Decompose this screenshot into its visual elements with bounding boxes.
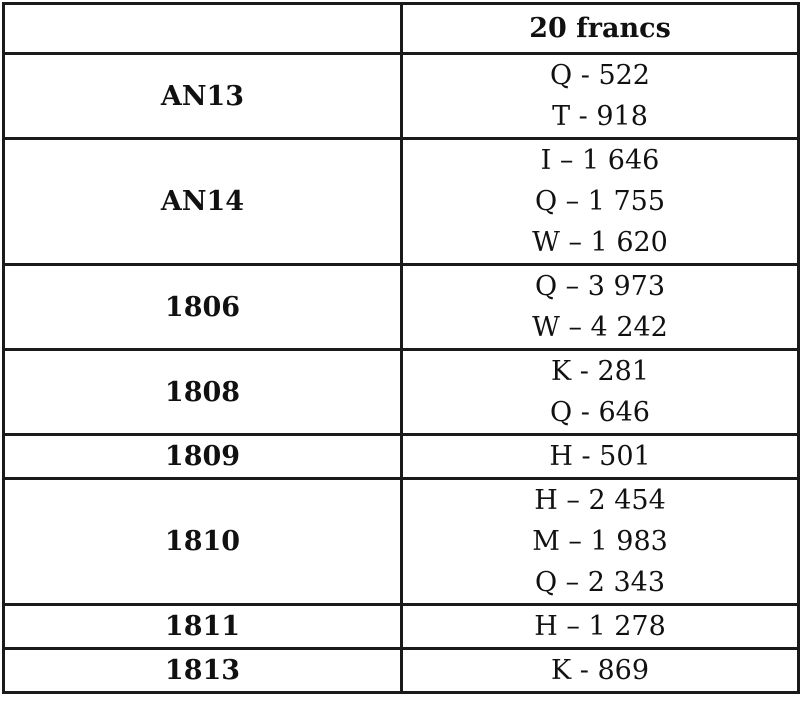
- header-row: [4, 4, 799, 54]
- mintage-cell: [402, 139, 799, 265]
- year-cell: 1810: [4, 479, 402, 605]
- table-row: [4, 649, 799, 693]
- mint-mark-count: Q – 1 755: [534, 186, 666, 217]
- mintage-cell: [402, 605, 799, 649]
- mint-mark-count: H – 1 278: [534, 611, 666, 642]
- mint-mark-count: Q - 646: [550, 397, 650, 428]
- header-value-cell: 20 francs: [402, 4, 799, 54]
- year-cell: 1813: [4, 649, 402, 693]
- mint-mark-count: T - 918: [552, 101, 648, 132]
- year-cell: 1806: [4, 265, 402, 350]
- year-cell: 1811: [4, 605, 402, 649]
- mint-mark-count: H – 2 454: [534, 485, 666, 516]
- mint-mark-count: Q – 2 343: [534, 567, 666, 598]
- mintage-cell: [402, 649, 799, 693]
- table-row: [4, 605, 799, 649]
- mintage-cell: [402, 479, 799, 605]
- table-row: [4, 435, 799, 479]
- mint-mark-count: K - 869: [551, 655, 649, 686]
- mintage-cell: [402, 435, 799, 479]
- year-cell: 1808: [4, 350, 402, 435]
- mintage-cell: [402, 350, 799, 435]
- mint-mark-count: Q – 3 973: [534, 271, 666, 302]
- table-row: [4, 139, 799, 265]
- mint-mark-count: W – 4 242: [532, 312, 668, 343]
- table-row: [4, 479, 799, 605]
- mintage-cell: [402, 265, 799, 350]
- table-row: [4, 54, 799, 139]
- mint-mark-count: W – 1 620: [532, 227, 668, 258]
- mint-mark-count: I – 1 646: [540, 145, 660, 176]
- table-row: [4, 265, 799, 350]
- mintage-cell: [402, 54, 799, 139]
- mint-mark-count: H - 501: [549, 441, 651, 472]
- year-cell: AN14: [4, 139, 402, 265]
- mint-mark-count: Q - 522: [550, 60, 650, 91]
- table-body: [4, 54, 799, 693]
- mint-mark-count: K - 281: [551, 356, 649, 387]
- header-year-cell: [4, 4, 402, 54]
- year-cell: 1809: [4, 435, 402, 479]
- table-row: [4, 350, 799, 435]
- mintage-table: [2, 2, 800, 694]
- mint-mark-count: M – 1 983: [532, 526, 668, 557]
- year-cell: AN13: [4, 54, 402, 139]
